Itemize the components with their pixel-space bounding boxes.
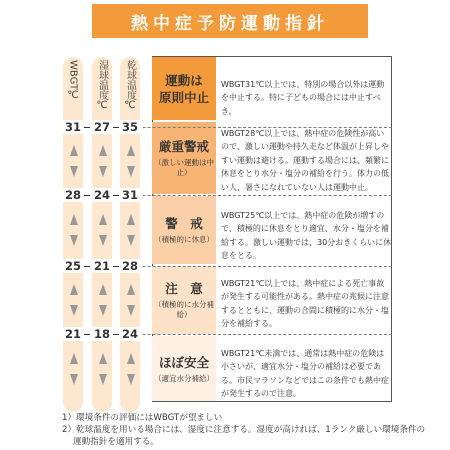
dry-bulb-value: 35 (117, 120, 143, 134)
dash (84, 334, 90, 335)
level-desc-stop: WBGT31℃以上では、特別の場合以外は運動を中止する。特に子どもの場合には中止すべき。 (221, 80, 385, 116)
level-subtitle: （激しい運動は中止） (154, 158, 214, 177)
up-down-arrow-icon (126, 353, 135, 385)
footnotes (62, 412, 432, 448)
level-label-caution (152, 266, 216, 334)
up-down-arrow-icon (69, 145, 78, 177)
dash (113, 266, 119, 267)
dash (113, 334, 119, 335)
level-title: 警 戒 (165, 216, 203, 231)
up-down-arrow-icon (98, 214, 107, 246)
wbgt-value: 25 (60, 259, 86, 273)
wet-bulb-value: 24 (89, 188, 115, 202)
wet-bulb-header: 湿球温度℃ (96, 60, 108, 111)
level-subtitle: （積極的に水分補給） (154, 300, 214, 319)
dash (84, 127, 90, 128)
title-banner (92, 4, 368, 38)
dash (84, 266, 90, 267)
level-title-line2: 原則中止 (158, 89, 209, 105)
up-down-arrow-icon (98, 145, 107, 177)
level-desc-severe: WBGT28℃以上では、熱中症の危険性が高いので、激しい運動や持久走など体温が上昇しやすい運動は避ける。運動する場合には、頻繁に休息をとり水分・塩分の補給を行う。体力の低い人、暑さになれていない人は運動中止。 (221, 129, 389, 192)
dry-bulb-header: 乾球温度℃ (124, 60, 136, 111)
level-desc-safe: WBGT21℃未満では、通常は熱中症の危険は小さいが、適宜水分・塩分の補給は必要である。市民マラソンなどではこの条件でも熱中症が発生するので注意。 (221, 349, 389, 399)
up-down-arrow-icon (69, 284, 78, 316)
wbgt-value: 31 (60, 120, 86, 134)
level-title: 厳重警戒 (158, 139, 209, 154)
wbgt-value: 21 (60, 327, 86, 341)
level-desc-caution: WBGT21℃以上では、熱中症による死亡事故が発生する可能性がある。熱中症の兆候に注意するとともに、運動の合間に積極的に水分・塩分を補給する。 (221, 279, 389, 329)
level-title-line1: 運動は (165, 72, 203, 88)
level-title: 注 意 (165, 281, 203, 296)
wet-bulb-value: 27 (89, 120, 115, 134)
dry-bulb-value: 28 (117, 259, 143, 273)
wbgt-header: WBGT℃ (67, 60, 79, 102)
wbgt-value: 28 (60, 188, 86, 202)
footnote-2: 2）乾球温度を用いる場合には、湿度に注意する。湿度が高ければ、1ランク厳しい環境条件の (62, 425, 426, 435)
level-title: ほぼ安全 (158, 354, 209, 370)
up-down-arrow-icon (98, 284, 107, 316)
up-down-arrow-icon (98, 353, 107, 385)
dash (113, 195, 119, 196)
wet-bulb-value: 21 (89, 259, 115, 273)
dry-bulb-value: 31 (117, 188, 143, 202)
dash (84, 195, 90, 196)
up-down-arrow-icon (126, 214, 135, 246)
level-label-safe (152, 336, 216, 401)
wet-bulb-value: 18 (89, 327, 115, 341)
up-down-arrow-icon (69, 214, 78, 246)
footnote-2-continued: 運動指針を適用する。 (73, 437, 159, 447)
dash (113, 127, 119, 128)
up-down-arrow-icon (69, 353, 78, 385)
up-down-arrow-icon (126, 145, 135, 177)
level-subtitle: （適宜水分補給） (154, 373, 214, 383)
dry-bulb-value: 24 (117, 327, 143, 341)
page-title: 熱中症予防運動指針 (131, 13, 329, 34)
level-subtitle: （積極的に休息） (154, 235, 214, 244)
level-label-stop (152, 57, 216, 120)
up-down-arrow-icon (126, 284, 135, 316)
level-label-warning (152, 196, 216, 264)
footnote-1: 1）環境条件の評価にはWBGTが望ましい (62, 413, 223, 423)
level-label-severe (152, 122, 216, 194)
level-desc-warning: WBGT25℃以上では、熱中症の危険が増すので、積極的に休息をとり適宜、水分・塩分を補給する。激しい運動では、30分おきくらいに休息をとる。 (221, 211, 392, 261)
